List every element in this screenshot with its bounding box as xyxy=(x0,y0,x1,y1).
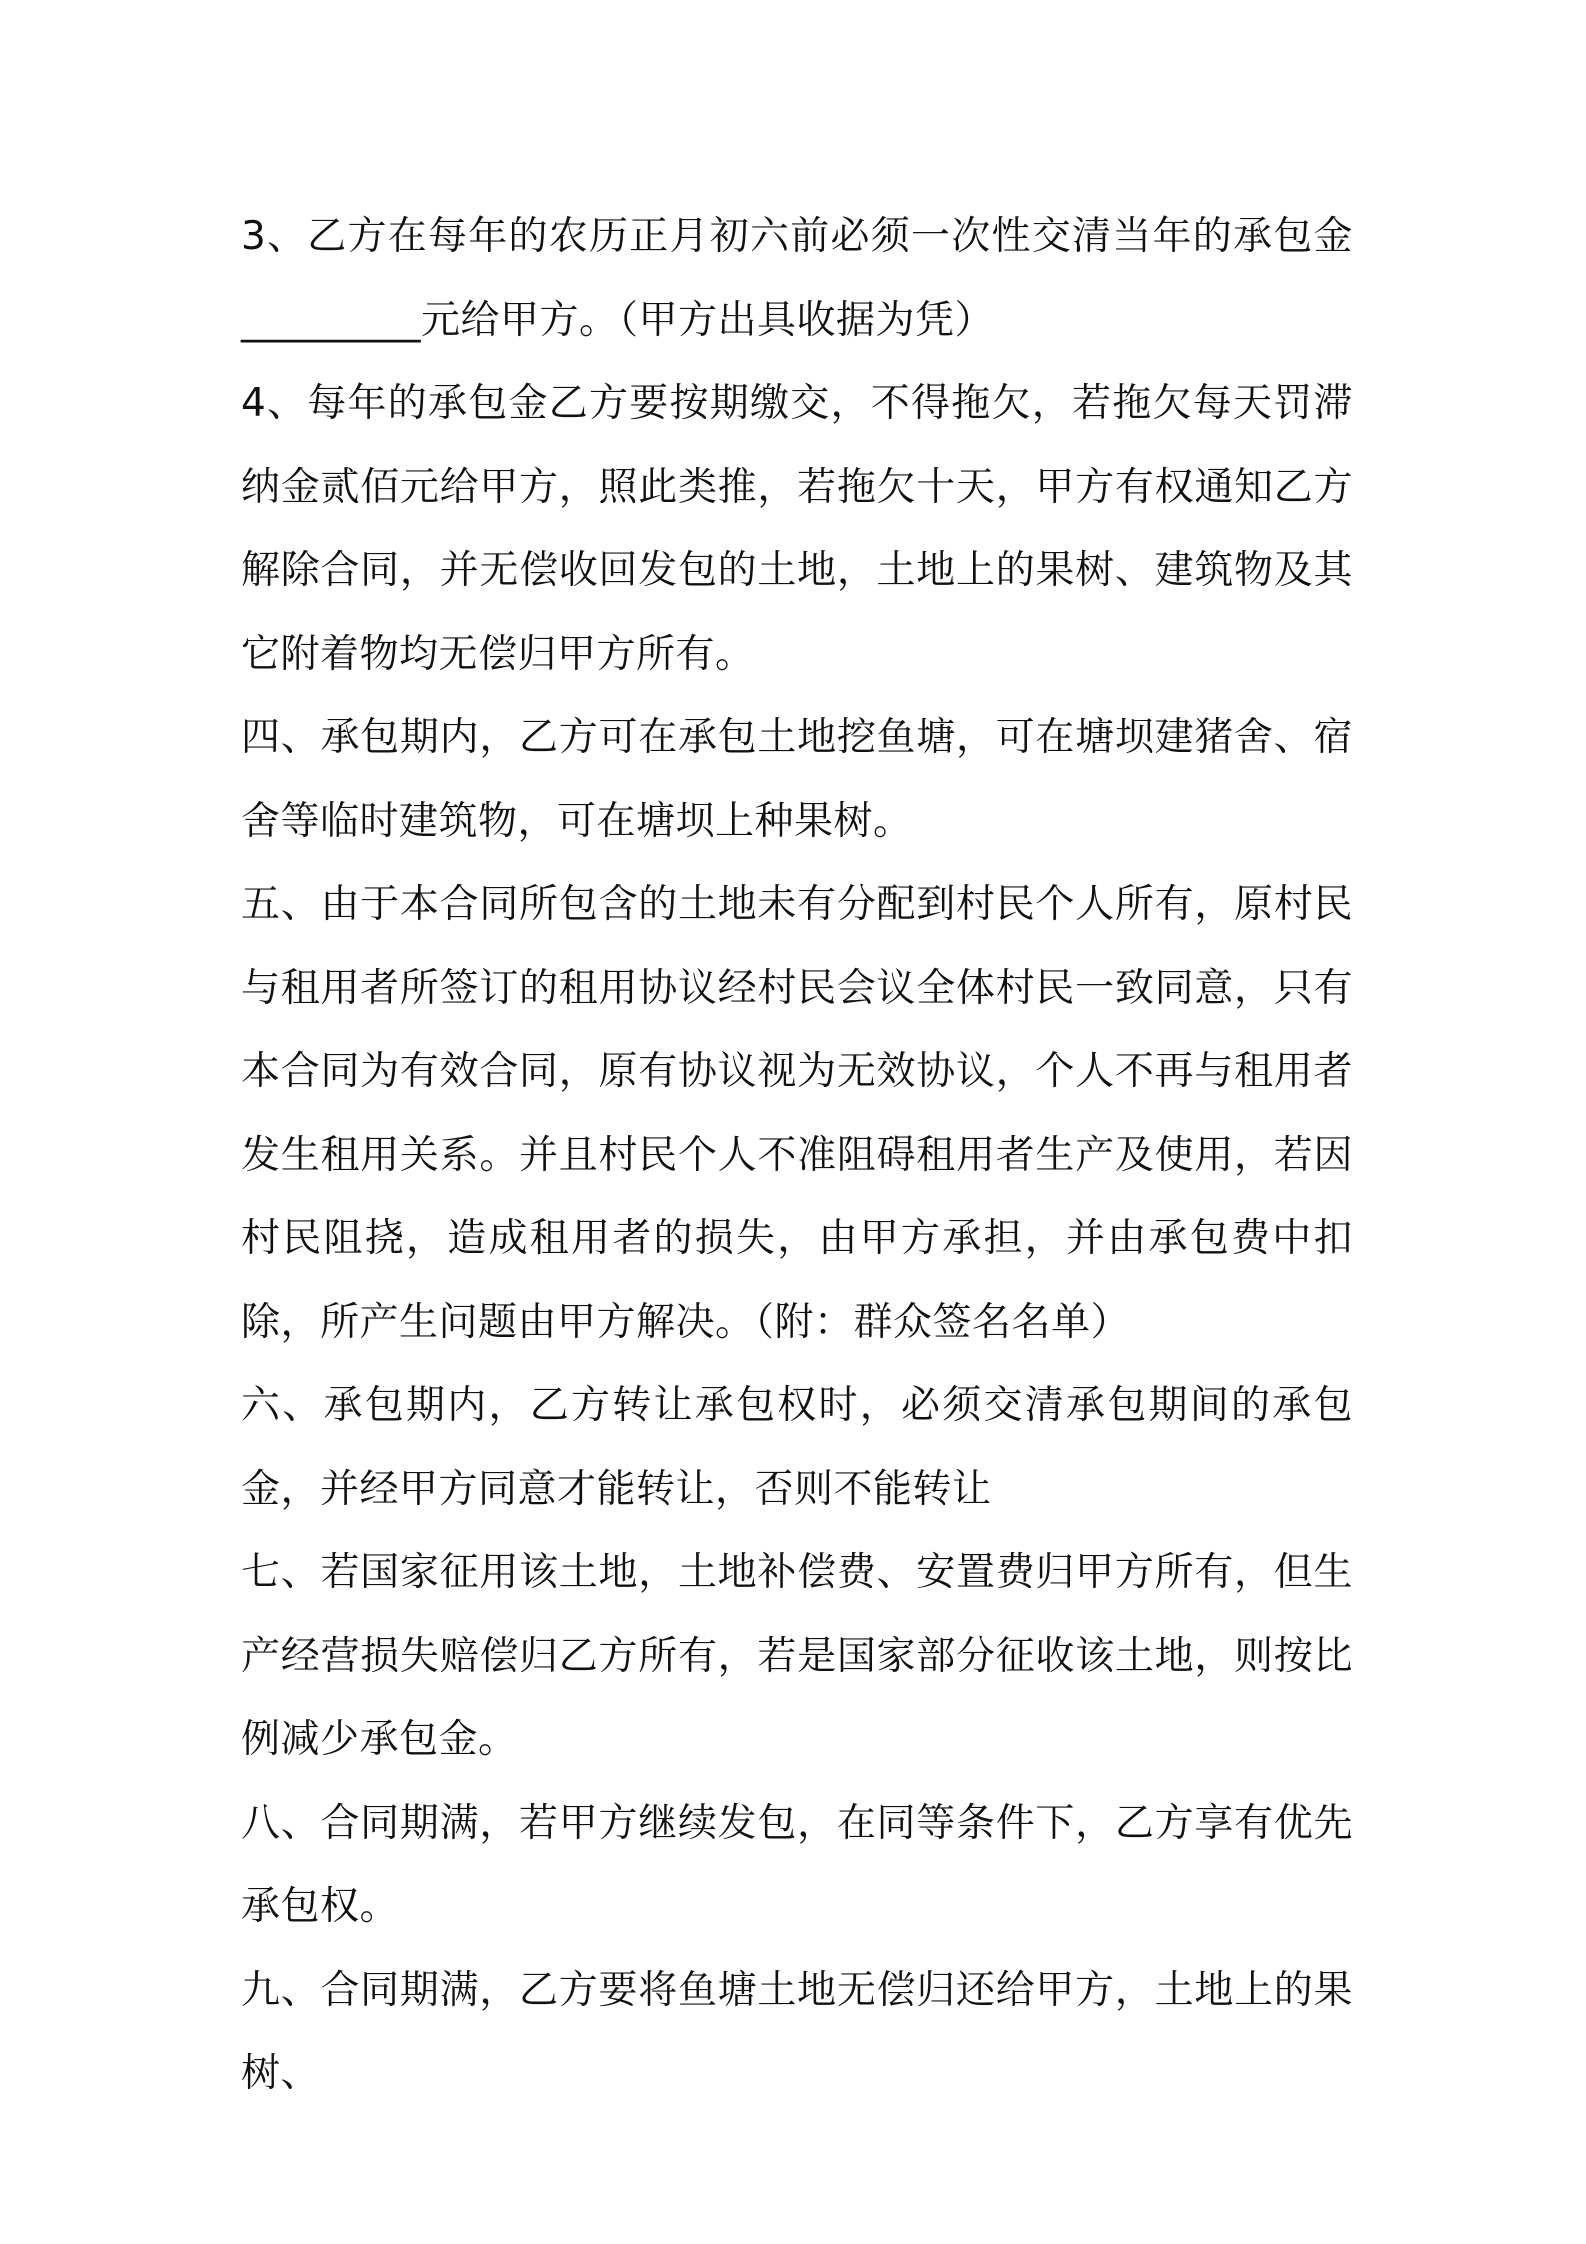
clause-eight-priority: 八、合同期满，若甲方继续发包，在同等条件下，乙方享有优先承包权。 xyxy=(241,1800,1353,1929)
clause-six-transfer: 六、承包期内，乙方转让承包权时，必须交清承包期间的承包金，并经甲方同意才能转让，否则不能转让 xyxy=(241,1383,1353,1512)
clause-4-late-payment: 4、每年的承包金乙方要按期缴交，不得拖欠，若拖欠每天罚滞纳金贰佰元给甲方，照此类推，若拖欠十天，甲方有权通知乙方解除合同，并无偿收回发包的土地，土地上的果树、建筑物及其它附着物均无偿归甲方所有。 xyxy=(241,381,1353,677)
contract-text xyxy=(241,195,1353,2116)
clause-nine-return: 九、合同期满，乙方要将鱼塘土地无偿归还给甲方，土地上的果树、 xyxy=(241,1967,1353,2096)
clause-3-payment-deadline: 3、乙方在每年的农历正月初六前必须一次性交清当年的承包金 _________元给甲方。（甲方出具收据为凭） xyxy=(241,214,1353,343)
clause-seven-expropriation: 七、若国家征用该土地，土地补偿费、安置费归甲方所有，但生产经营损失赔偿归乙方所有，若是国家部分征收该土地，则按比例减少承包金。 xyxy=(241,1550,1353,1762)
clause-five-land-ownership: 五、由于本合同所包含的土地未有分配到村民个人所有，原村民与租用者所签订的租用协议经村民会议全体村民一致同意，只有本合同为有效合同，原有协议视为无效协议，个人不再与租用者发生租用关系。并且村民个人不准阻碍租用者生产及使用，若因村民阻挠，造成租用者的损失，由甲方承担，并由承包费中扣除，所产生问题由甲方解决。（附：群众签名名单） xyxy=(241,882,1353,1345)
clause-four-fish-pond: 四、承包期内，乙方可在承包土地挖鱼塘，可在塘坝建猪舍、宿舍等临时建筑物，可在塘坝上种果树。 xyxy=(241,715,1353,844)
